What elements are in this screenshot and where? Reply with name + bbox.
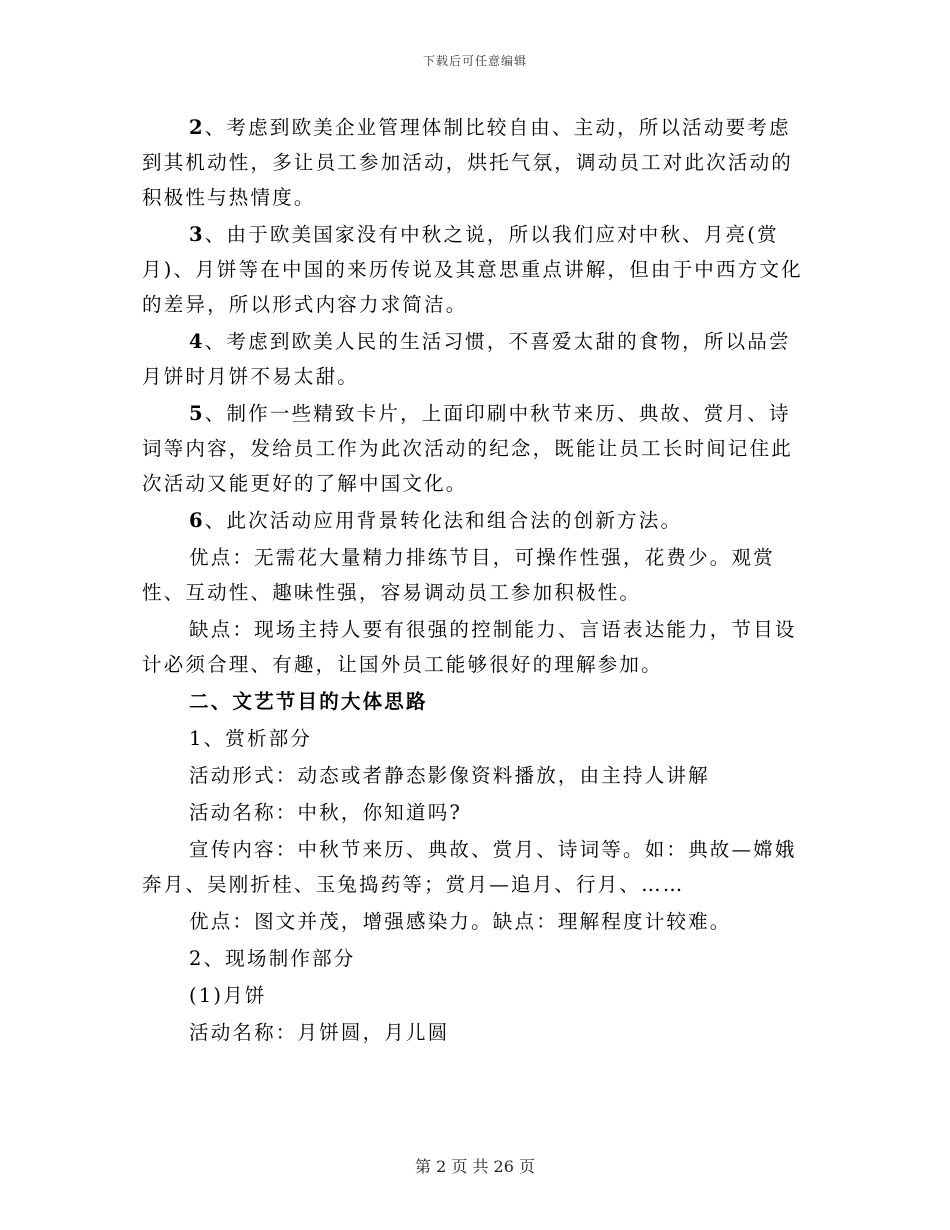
subsection-heading-appreciation [142,721,812,756]
page-header: 下载后可任意编辑 [422,54,527,68]
paragraph-text: 优点：图文并茂，增强感染力。缺点：理解程度计较难。 [189,910,732,933]
paragraph-text: 优点：无需花大量精力排练节目，可操作性强，花费少。观赏性、互动性、趣味性强，容易调动员工参加积极性。 [142,546,775,604]
item-number: 6 [189,509,205,532]
paragraph-pros-cons [142,904,812,939]
item-number: 2 [189,116,205,139]
paragraph-text: 缺点：现场主持人要有很强的控制能力、言语表达能力，节目设计必须合理、有趣，让国外员工能够很好的理解参加。 [142,618,797,676]
paragraph-text: 、由于欧美国家没有中秋之说，所以我们应对中秋、月亮(赏月)、月饼等在中国的来历传说及其意思重点讲解，但由于中西方文化的差异，所以形式内容力求简洁。 [142,223,803,316]
paragraph-text: 1、赏析部分 [189,727,313,750]
item-number: 4 [189,330,205,353]
paragraph-item-5 [142,396,812,501]
item-number: 5 [189,402,205,425]
paragraph-activity-form [142,758,812,793]
paragraph-promo-content [142,832,812,902]
document-body [142,110,812,1052]
heading-text: 二、文艺节目的大体思路 [189,690,428,713]
item-number: 3 [189,223,205,246]
paragraph-activity-name [142,795,812,830]
section-heading [142,684,812,719]
paragraph-text: 、制作一些精致卡片，上面印刷中秋节来历、典故、赏月、诗词等内容，发给员工作为此次活动的纪念，既能让员工长时间记住此次活动又能更好的了解中国文化。 [142,402,794,495]
paragraph-text: 活动名称：月饼圆，月儿圆 [189,1021,450,1044]
paragraph-item-6 [142,503,812,538]
paragraph-text: 活动名称：中秋，你知道吗? [189,801,463,824]
paragraph-item-4 [142,324,812,394]
paragraph-text: 、考虑到欧美人民的生活习惯，不喜爱太甜的食物，所以品尝月饼时月饼不易太甜。 [142,330,791,388]
paragraph-text: 、此次活动应用背景转化法和组合法的创新方法。 [204,509,683,532]
paragraph-item-2 [142,110,812,215]
paragraph-text: (1)月饼 [189,984,267,1007]
paragraph-text: 2、现场制作部分 [189,947,356,970]
paragraph-text: 宣传内容：中秋节来历、典故、赏月、诗词等。如：典故—嫦娥奔月、吴刚折桂、玉兔捣药等；赏月—追月、行月、…… [142,838,797,896]
paragraph-advantages [142,540,812,610]
paragraph-mooncake-name [142,1015,812,1050]
paragraph-text: 活动形式：动态或者静态影像资料播放，由主持人讲解 [189,764,710,787]
paragraph-item-3 [142,217,812,322]
paragraph-disadvantages [142,612,812,682]
subsection-heading-onsite [142,941,812,976]
paragraph-text: 、考虑到欧美企业管理体制比较自由、主动，所以活动要考虑到其机动性，多让员工参加活动，烘托气氛，调动员工对此次活动的积极性与热情度。 [142,116,794,209]
subsection-heading-mooncake [142,978,812,1013]
page-footer: 第 2 页 共 26 页 [415,1157,535,1176]
